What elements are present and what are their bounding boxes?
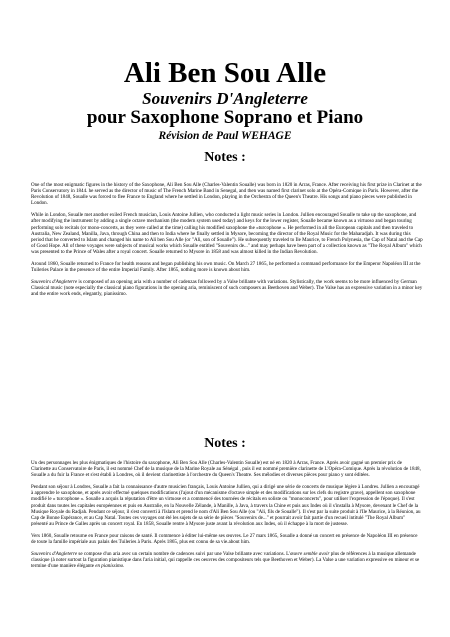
- work-title: Souvenirs d'Angleterre: [31, 551, 78, 558]
- paragraph-text: plus de références à la musique allemande classique (à noter surtout la figuration pianistique dans l'aria initial, qui rappelle ces oeuvres des compositeurs tels que Beethoven et Weber). La Valse a une variation expressive en mineur et se termine d'une manière élégante: [31, 551, 420, 570]
- instrumentation-line: pour Saxophone Soprano et Piano: [86, 107, 364, 128]
- notes-heading-english: Notes :: [204, 150, 246, 165]
- paragraph: Around 1860, Soualle returned to France for health reasons and began publishing his own music. On March 27 1865, he performed a command performance for the Emperor Napoléon III at the Tuileries Palace in the presence of the entire Imperial Family. After 1865, nothing more is known about him.: [31, 261, 421, 274]
- paragraph-text: is composed of an opening aria with a number of cadenzas followed by a Valse brillante with variations. Stylistically, the work seems to be more influenced by German Classical music (note especially the classical piano figurations in the opening aria, reminiscent of such composers as Beethoven and Weber). The Valse has an expressive variation in a minor key and the entire work ends, elegantly, pianissimo.: [31, 279, 423, 298]
- paragraph-text: se compose d'un aria avec un certain nombre de cadences suivi par une Valse brillante avec variations. L': [77, 551, 291, 558]
- notes-heading-french: Notes :: [204, 436, 246, 451]
- piece-title: Ali Ben Sou Alle: [123, 57, 327, 89]
- revision-credit: Révision de Paul WEHAGE: [158, 130, 292, 142]
- paragraph: While in London, Soualle met another exiled French musician, Louis Antoine Jullien, who conducted a light music series in London. Jullien encouraged Soualle to take up the saxophone, and after modifying the instrument by adding a single octave mechanism (the modern system used today) and keys for the lower register, Soualle became known as a virtuoso and began touring performing solo recitals (or mono-concerts, as they were called at the time) calling his modified saxophone the «turcophone ». He performed in all the European capitals and then traveled to Australia, New Zealand, Manilla, Java, through China and then to India where he finally settled in Mysore, becoming the director of the Royal Music for the Maharadjah. It was during this period that he converted to Islam and changed his name to Ali ben Sou Alle (or "Ali, son of Soualle"). He subsequently traveled to Ile Maurice, to French Polynesia, the Cap of Natal and the Cap of Good Hope. All of these voyages were subjects of musical works which Soualle entitled "Souvenirs de..." and may perhaps have been part of a collection known as "The Royal Album" which was presented to the Prince of Wales after a royal concert. Soualle returned to Mysore in 1858 and was almost killed in the Indian Revolution.: [31, 212, 423, 255]
- paragraph: Pendant son séjour à Londres, Soualle a fait la connaissance d'autre musicien français, Louis Antoine Jullien, qui a dirigé une série de concerts de musique légère à Londres. Jullien a encouragé à apprendre le saxophone, et après avoir effectué quelques modifications (l'ajout d'un mécanisme d'octave simple et des modifications sur les clefs du registre grave), appellent son saxophone modifié le « turcophone ». Soualle a acquis la réputation d'être un virtuose et a commencé des tournées de récitals en soliste ou "monoconcerts", pour utiliser l'expression de l'époque). Il s'est produit dans toutes les capitales européennes et puis en Australie, en la Nouvelle Zélande, à Manille, à Java, à travers la Chine et puis aux Indes où il s'installa à Mysore, devenant le Chef de la Musique Royale du Radjah. Pendant ce séjour, il s'est converti à l'Islam et prend le nom d'Ali Ben Sou Alle (ou "Ali, fils de Soualle"). Il s'est par la suite produit à l'Ile Maurice, à la Réunion, au Cap de Bonne Espérance, et au Cap Natal. Toutes ces voyages ont été les sujets de sa série de pièces "Souvenirs de..." et pourrait avoir fait partie d'un recueil intitulé "The Royal Album" présenté au Prince de Galles après un concert royal. En 1858, Soualle rentre à Mysore juste avant la révolution aux Indes, où il échappe à la mort de justesse.: [31, 484, 421, 527]
- paragraph: One of the most enigmatic figures in the history of the Saxophone, Ali Ben Sou Alle (Charles-Valentin Soualle) was born in 1820 in Arras, France. After receiving his first prize in Clarinet at the Paris Conservatory in 1844. he served as the director of music of The French Marine Band in Senegal, and then was named first clarinet solo at the Opéra-Comique in Paris. However, after the Revolution of 1848, Soualle was forced to flee France to England where he settled in London, playing in the Orchestra of the Queen's Theatre. His songs and piano pieces were published in London.: [31, 182, 422, 207]
- notes-body-english: [31, 182, 423, 304]
- paragraph: [31, 279, 423, 297]
- piece-subtitle: Souvenirs D'Angleterre: [142, 89, 308, 108]
- paragraph: Vers 1860, Soualle retourne en France pour raisons de santé. Il commence à éditer lui-même ses œuvres. Le 27 mars 1865, Soualle a donné un concert en présence de Napoléon III en présence de toute la famille impériale aux palais des Tuileries à Paris. Après 1865, plus est connu de sa vie.about him.: [31, 532, 418, 546]
- paragraph-text: œuvre semble avoir: [290, 551, 330, 558]
- paragraph: Un des personnages les plus énigmatiques de l'histoire du saxophone, Ali Ben Sou Alle (Charles-Valentin Soualle) est né en 1820 à Arras, France. Après avoir gagné un premier prix de Clarinette au Conservatoire de Paris, il est nommé Chef de la musique de la Marine Royale au Sénégal , puis il est nommé première clarinette de L'Opéra-Comique. Après la révolution de 1848, Soualle a du fuir la France et s'est établi à Londres, où il devient clarinettiste à l'orchestre du Queen's Theatre. Ses mélodies et diverses pièces pour piano y sont éditées.: [31, 460, 421, 479]
- notes-body-french: [31, 460, 423, 575]
- work-title: Souvenirs d'Angleterre: [31, 279, 78, 286]
- paragraph: [31, 551, 423, 569]
- paragraph-text: en pianissimo.: [95, 563, 125, 570]
